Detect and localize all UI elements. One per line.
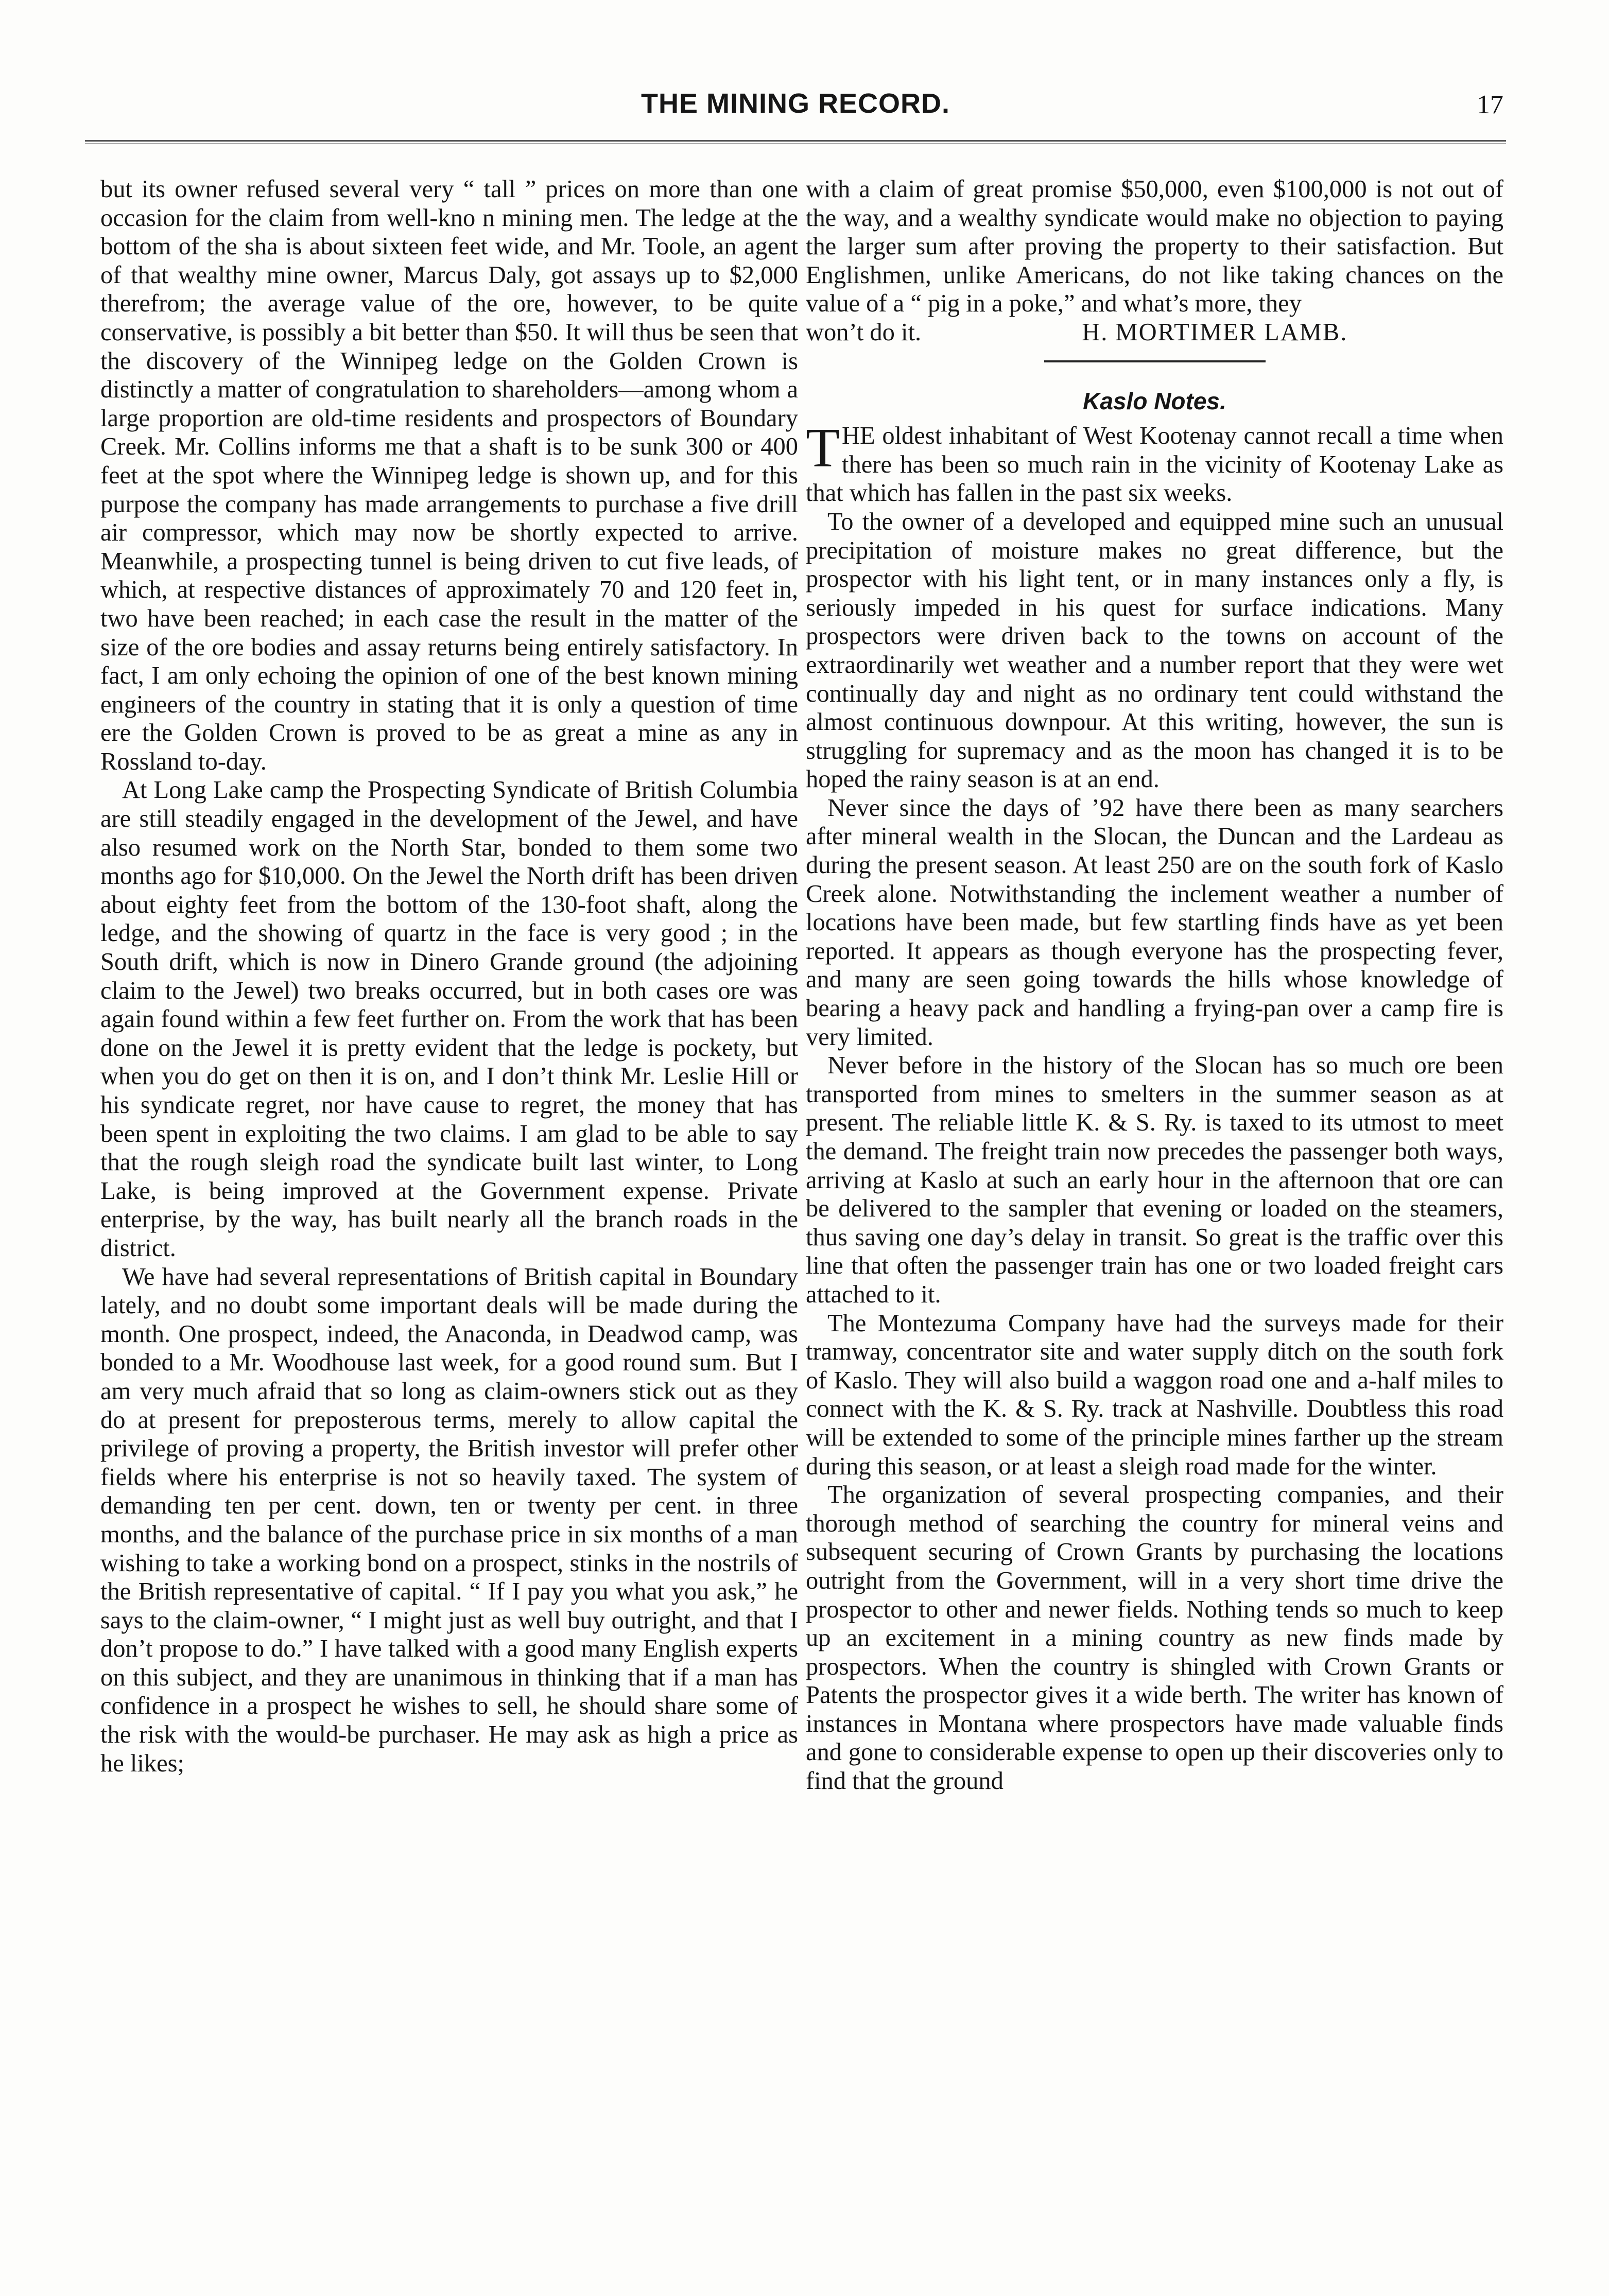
article-paragraph: but its owner refused several very “ tall ” prices on more than one occasion for the claim from well-kno n mining men. The ledge at the bottom of the sha is about sixteen feet wide, and Mr. Toole, an agent of that wealthy mine owner, Marcus Daly, got assays up to $2,000 therefrom; the average value of the ore, however, to be quite conservative, is possibly a bit better than $50. It will thus be seen that the discovery of the Winnipeg ledge on the Golden Crown is distinctly a matter of congratulation to shareholders—among whom a large proportion are old-time residents and prospectors of Boundary Creek. Mr. Collins informs me that a shaft is to be sunk 300 or 400 feet at the spot where the Winnipeg ledge is shown up, and for this purpose the company has made arrangements to purchase a five drill air compressor, which may now be shortly expected to arrive. Meanwhile, a prospecting tunnel is being driven to cut five leads, of which, at respective distances of approximately 70 and 120 feet in, two have been reached; in each case the result in the matter of the size of the ore bodies and assay returns being entirely satisfactory. In fact, I am only echoing the opinion of one of the best known mining engineers of the country in stating that it is only a question of time ere the Golden Crown is proved to be as great a mine as any in Rossland to-day. — [100, 176, 798, 775]
page-number: 17 — [1477, 90, 1503, 119]
right-column — [806, 175, 1503, 2234]
article-paragraph: We have had several representations of British capital in Boundary lately, and no doubt some important deals will be made during the month. One prospect, indeed, the Anaconda, in Deadwod camp, was bonded to a Mr. Woodhouse last week, for a good round sum. But I am very much afraid that so long as claim-owners stick out as they do at present for preposterous terms, merely to allow capital the privilege of proving a property, the British investor will prefer other fields where his enterprise is not so heavily taxed. The system of demanding ten per cent. down, ten or twenty per cent. in three months, and the balance of the purchase price in six months of a man wishing to take a working bond on a prospect, stinks in the nostrils of the British representative of capital. “ If I pay you what you ask,” he says to the claim-owner, “ I might just as well buy outright, and that I don’t propose to do.” I have talked with a good many English experts on this subject, and they are unanimous in thinking that if a man has confidence in a prospect he wishes to sell, he should share some of the risk with the would-be purchaser. He may ask as high a price as he likes; — [100, 1263, 798, 1777]
article-paragraph: The Montezuma Company have had the surveys made for their tramway, concentrator site and water supply ditch on the south fork of Kaslo. They will also build a waggon road one and a-half miles to connect with the K. & S. Ry. track at Nashville. Doubtless this road will be extended to some of the principle mines farther up the stream during this season, or at least a sleigh road made for the winter. — [806, 1309, 1503, 1480]
drop-cap: T — [806, 418, 840, 479]
article-paragraph: with a claim of great promise $50,000, even $100,000 is not out of the way, and a wealthy syndicate would make no objection to paying the larger sum after proving the property to their satisfaction. But Englishmen, unlike Americans, do not like taking chances on the value of a “ pig in a poke,” and what’s more, they — [806, 176, 1503, 318]
signature-line — [806, 318, 1503, 347]
paragraph-text: HE oldest inhabitant of West Kootenay cannot recall a time when there has been so much rain in the vicinity of Kootenay Lake as that which has fallen in the past six weeks. — [806, 422, 1503, 507]
article-paragraph: At Long Lake camp the Prospecting Syndicate of British Columbia are still steadily engaged in the development of the Jewel, and have also resumed work on the North Star, bonded to them some two months ago for $10,000. On the Jewel the North drift has been driven about eighty feet from the bottom of the 130-foot shaft, along the ledge, and the showing of quartz in the face is very good ; in the South drift, which is now in Dinero Grande ground (the adjoining claim to the Jewel) two breaks occurred, but in both cases ore was again found within a few feet further on. From the work that has been done on the Jewel it is pretty evident that the ledge is pockety, but when you do get on then it is on, and I don’t think Mr. Leslie Hill or his syndicate regret, nor have cause to regret, the money that has been spent in exploiting the two claims. I am glad to be able to say that the rough sleigh road the syndicate built last winter, to Long Lake, is being improved at the Government expense. Private enterprise, by the way, has built nearly all the branch roads in the district. — [100, 776, 798, 1262]
article-paragraph: To the owner of a developed and equipped mine such an unusual precipitation of moisture makes no great difference, but the prospector with his light tent, or in many instances only a fly, is seriously impeded in his quest for surface indications. Many prospectors were driven back to the towns on account of the extraordinarily wet weather and a number report that they were wet continually day and night as no ordinary tent could withstand the almost continuous downpour. At this writing, however, the sun is struggling for supremacy and as the moon has changed it is to be hoped the rainy season is at an end. — [806, 508, 1503, 793]
left-column — [100, 175, 798, 2234]
article-paragraph — [806, 418, 1503, 508]
section-divider — [1044, 360, 1266, 362]
closing-text: won’t do it. — [806, 318, 922, 346]
publication-title: THE MINING RECORD. — [641, 88, 950, 119]
article-paragraph: The organization of several prospecting companies, and their thorough method of searching the country for mineral veins and subsequent securing of Crown Grants by purchasing the locations outright from the Government, will in a very short time drive the prospector to other and newer fields. Nothing tends so much to keep up an excitement in a mining country as new finds made by prospectors. When the country is shingled with Crown Grants or Patents the prospector gives it a wide berth. The writer has known of instances in Montana where prospectors have made valuable finds and gone to considerable expense to open up their discoveries only to find that the ground — [806, 1481, 1503, 1795]
article-paragraph: Never before in the history of the Slocan has so much ore been transported from mines to smelters in the summer season as at present. The reliable little K. & S. Ry. is taxed to its utmost to meet the demand. The freight train now precedes the passenger both ways, arriving at Kaslo at such an early hour in the afternoon that ore can be delivered to the sampler that evening or loaded on the steamers, thus saving one day’s delay in transit. So great is the traffic over this line that often the passenger train has one or two loaded freight cars attached to it. — [806, 1052, 1503, 1308]
author-signature: H. MORTIMER LAMB. — [1082, 318, 1348, 346]
section-heading: Kaslo Notes. — [1083, 387, 1226, 414]
article-paragraph: Never since the days of ’92 have there been as many searchers after mineral wealth in the Slocan, the Duncan and the Lardeau as during the present season. At least 250 are on the south fork of Kaslo Creek alone. Notwithstanding the inclement weather a number of locations have been made, but few startling finds have as yet been reported. It appears as though everyone has the prospecting fever, and many are seen going towards the hills whose knowledge of bearing a heavy pack and handling a frying-pan over a camp fire is very limited. — [806, 794, 1503, 1051]
header-rule — [85, 140, 1506, 144]
running-head — [82, 82, 1509, 129]
